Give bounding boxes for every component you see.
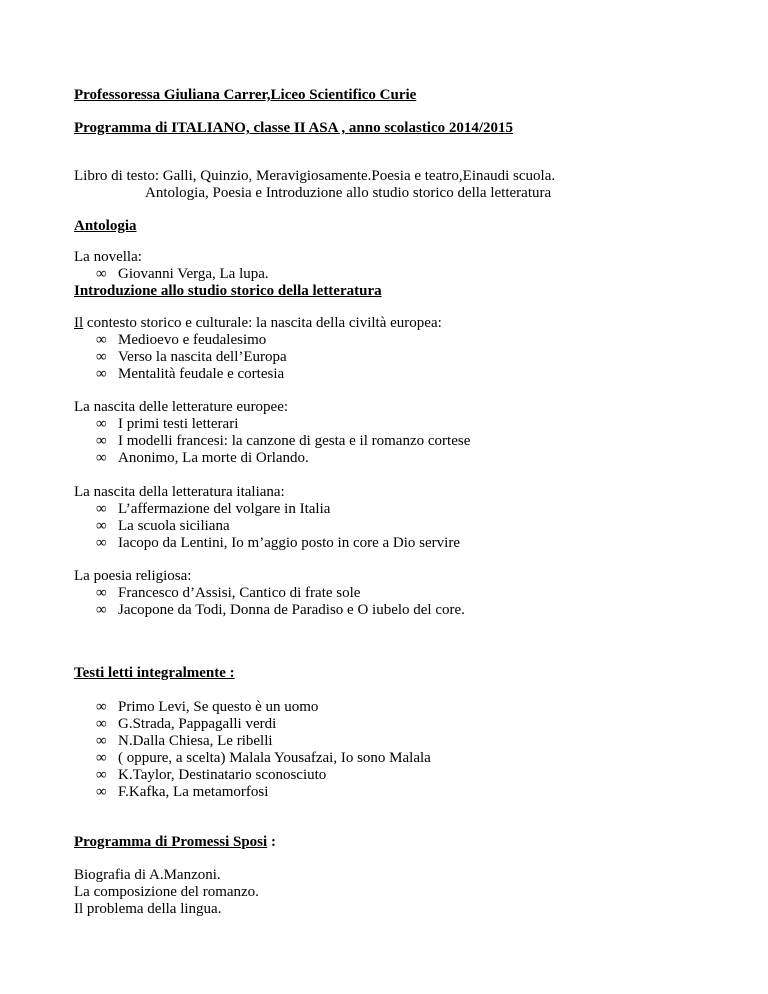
bullet-icon: ∞ [96,450,107,466]
antologia-heading: Antologia [74,218,137,234]
bullet-icon: ∞ [96,699,107,715]
list-item: ∞ Mentalità feudale e cortesia [96,366,285,382]
list-item: ∞ K.Taylor, Destinatario sconosciuto [96,767,327,783]
program-heading: Programma di ITALIANO, classe II ASA , anno scolastico 2014/2015 [74,120,514,136]
italiana-label: La nascita della letteratura italiana: [74,484,285,500]
bullet-icon: ∞ [96,349,107,365]
list-item: ∞ L’affermazione del volgare in Italia [96,501,331,517]
list-item: ∞ Anonimo, La morte di Orlando. [96,450,309,466]
list-item: ∞ Primo Levi, Se questo è un uomo [96,699,319,715]
testi-heading: Testi letti integralmente : [74,665,235,681]
bullet-icon: ∞ [96,784,107,800]
bullet-icon: ∞ [96,518,107,534]
bullet-icon: ∞ [96,266,107,282]
bullet-icon: ∞ [96,767,107,783]
list-item: ∞ F.Kafka, La metamorfosi [96,784,269,800]
bullet-icon: ∞ [96,733,107,749]
list-item: ∞ Iacopo da Lentini, Io m’aggio posto in core a Dio servire [96,535,460,551]
promessi-line-3: Il problema della lingua. [74,901,222,917]
promessi-line-1: Biografia di A.Manzoni. [74,867,221,883]
bullet-icon: ∞ [96,535,107,551]
list-item: ∞ Verso la nascita dell’Europa [96,349,287,365]
bullet-icon: ∞ [96,585,107,601]
novella-label: La novella: [74,249,142,265]
bullet-icon: ∞ [96,332,107,348]
promessi-heading: Programma di Promessi Sposi : [74,834,276,850]
storia-heading: Introduzione allo studio storico della letteratura [74,283,382,299]
list-item: ∞ ( oppure, a scelta) Malala Yousafzai, Io sono Malala [96,750,431,766]
list-item: ∞ I modelli francesi: la canzone di gesta e il romanzo cortese [96,433,471,449]
bullet-icon: ∞ [96,501,107,517]
bullet-icon: ∞ [96,750,107,766]
contesto-label: Il contesto storico e culturale: la nascita della civiltà europea: [74,315,442,331]
teacher-heading: Professoressa Giuliana Carrer,Liceo Scientifico Curie [74,87,417,103]
bullet-icon: ∞ [96,433,107,449]
promessi-line-2: La composizione del romanzo. [74,884,259,900]
religiosa-label: La poesia religiosa: [74,568,192,584]
bullet-icon: ∞ [96,602,107,618]
list-item: ∞ I primi testi letterari [96,416,239,432]
list-item: ∞ Francesco d’Assisi, Cantico di frate sole [96,585,361,601]
textbook-line-1: Libro di testo: Galli, Quinzio, Meravigiosamente.Poesia e teatro,Einaudi scuola. [74,168,556,184]
list-item: ∞ Medioevo e feudalesimo [96,332,267,348]
textbook-line-2: Antologia, Poesia e Introduzione allo studio storico della letteratura [145,185,552,201]
bullet-icon: ∞ [96,366,107,382]
list-item: ∞ G.Strada, Pappagalli verdi [96,716,277,732]
list-item: ∞ La scuola siciliana [96,518,230,534]
list-item: ∞ Jacopone da Todi, Donna de Paradiso e O iubelo del core. [96,602,465,618]
bullet-icon: ∞ [96,716,107,732]
list-item: ∞ N.Dalla Chiesa, Le ribelli [96,733,273,749]
europee-label: La nascita delle letterature europee: [74,399,289,415]
bullet-icon: ∞ [96,416,107,432]
list-item: ∞ Giovanni Verga, La lupa. [96,266,269,282]
